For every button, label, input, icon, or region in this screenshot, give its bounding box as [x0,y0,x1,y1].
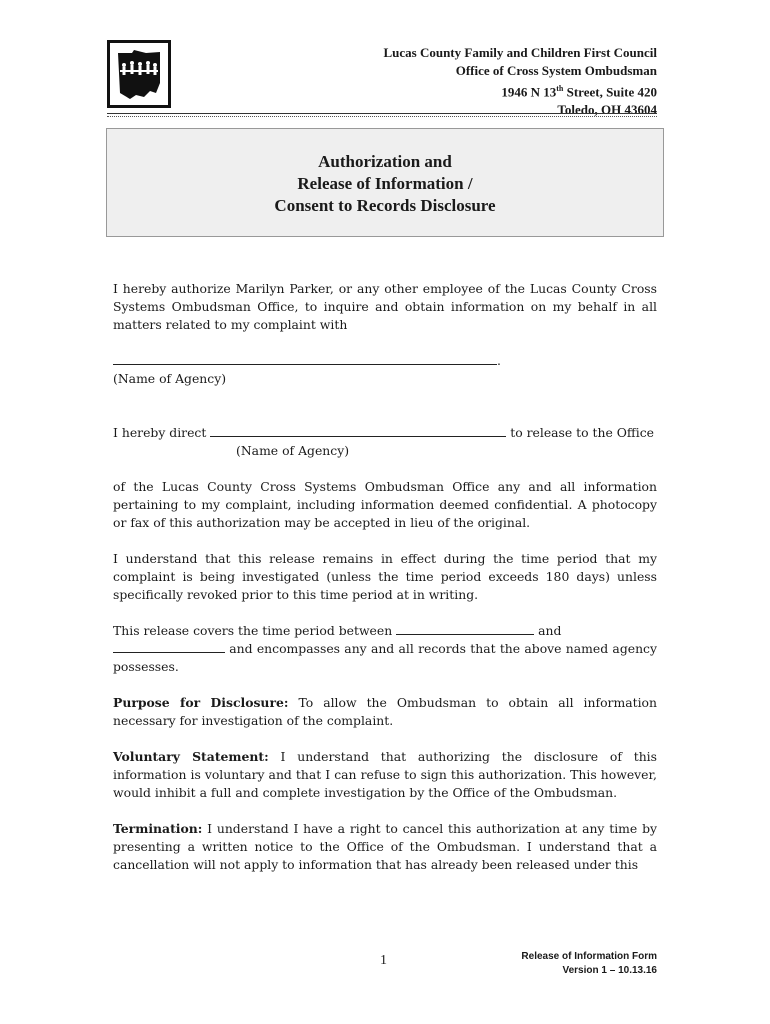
title-line-3: Consent to Records Disclosure [274,196,496,215]
authorization-paragraph: I hereby authorize Marilyn Parker, or any other employee of the Lucas County Cross Systems Ombudsman Office, to inquire and obtain information on my behalf in all matters related to my complaint with [113,281,657,332]
end-date-line[interactable] [113,640,225,653]
office-name: Office of Cross System Ombudsman [455,63,657,78]
title-line-2: Release of Information / [297,174,473,193]
termination-paragraph: Termination: I understand I have a right to cancel this authorization at any time by presenting a written notice to the Office of the Ombudsman. I understand that a cancellation will not apply to information that has already been released under this [113,821,657,872]
title-line-1: Authorization and [318,152,452,171]
termination-label: Termination: [113,821,203,836]
form-version: Version 1 – 10.13.16 [562,965,657,976]
agency-label-1: (Name of Agency) [113,371,227,386]
page-number: 1 [380,953,387,968]
document-body [113,280,657,892]
organization-header [383,44,657,119]
voluntary-label: Voluntary Statement: [113,749,269,764]
direct-line: I hereby direct to release to the Office [113,425,654,440]
header-rule [107,113,657,114]
agency-name-line-2[interactable] [210,424,506,437]
council-logo [107,40,171,108]
street-address: 1946 N 13th Street, Suite 420 [501,84,657,100]
agency-blank-1: . [113,352,657,370]
agency-label-2: (Name of Agency) [236,443,350,458]
form-version-block [521,950,657,978]
agency-name-line-1[interactable] [113,352,497,365]
form-name: Release of Information Form [521,951,657,962]
purpose-label: Purpose for Disclosure: [113,695,289,710]
voluntary-paragraph: Voluntary Statement: I understand that authorizing the disclosure of this information is voluntary and that I can refuse to sign this authorization. This however, would inhibit a full and complete investigation by the Office of the Ombudsman. [113,749,657,800]
start-date-line[interactable] [396,622,534,635]
duration-paragraph: I understand that this release remains in effect during the time period that my complaint is being investigated (unless the time period exceeds 180 days) unless specifically revoked prior to this time period at in writing. [113,551,657,602]
header-rule-dotted [107,116,657,117]
release-paragraph: of the Lucas County Cross Systems Ombudsman Office any and all information pertaining to my complaint, including information deemed confidential. A photocopy or fax of this authorization may be accepted in lieu of the original. [113,479,657,530]
document-title-box [106,128,664,237]
time-period-paragraph: This release covers the time period between and and encompasses any and all records that the above named agency possesses. [113,623,657,674]
org-name: Lucas County Family and Children First Council [383,45,657,60]
purpose-paragraph: Purpose for Disclosure: To allow the Ombudsman to obtain all information necessary for investigation of the complaint. [113,695,657,728]
city-state-zip: Toledo, OH 43604 [557,102,657,118]
